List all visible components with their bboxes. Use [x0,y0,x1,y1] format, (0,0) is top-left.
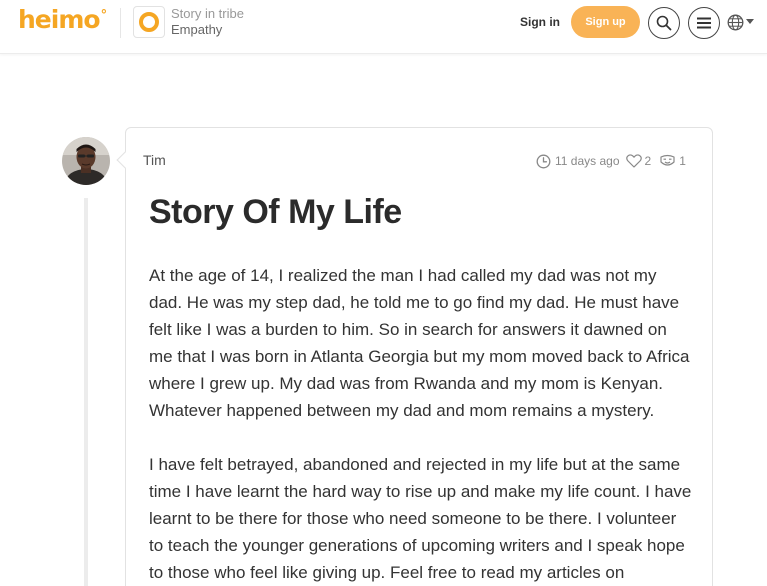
tribe-label: Story in tribe [171,6,244,21]
menu-button[interactable] [688,7,720,39]
logo-degree-mark: ° [100,8,107,23]
hamburger-menu-icon [697,17,711,29]
story-title: Story Of My Life [149,193,402,231]
story-paragraph: I have felt betrayed, abandoned and rejected in my life but at the same time I have learnt the hard way to rise up and make my life count. I have learnt to be there for those who need someone to be there. I volunteer to teach the younger generations of upcoming writers and I speak hope to those who feel like giving up. Feel free to read my articles on [149,455,692,582]
sign-up-button[interactable]: Sign up [571,6,640,38]
author-avatar[interactable] [62,137,110,185]
search-button[interactable] [648,7,680,39]
top-nav-bar [0,0,767,54]
avatar-image [62,137,110,185]
clock-icon [536,154,551,169]
globe-icon [727,14,744,31]
likes-count: 2 [644,154,652,168]
heimo-logo[interactable] [18,5,106,34]
author-name[interactable]: Tim [143,152,166,168]
sign-in-button[interactable]: Sign in [520,15,560,29]
reaction-face-icon[interactable] [659,154,676,168]
language-selector[interactable] [727,12,757,32]
story-body [149,262,694,586]
search-icon [656,15,672,31]
chevron-down-icon [746,19,754,25]
tribe-icon[interactable] [133,6,165,38]
tribe-ring-icon [139,12,159,32]
story-paragraph: At the age of 14, I realized the man I had called my dad was not my dad. He was my step dad, he told me to go find my dad. He must have felt like I was a burden to him. So in search for answers it dawned on me that I was born in Atlanta Georgia but my mom moved back to Africa where I grew up. My dad was from Rwanda and my mom is Kenyan. Whatever happened between my dad and mom remains a mystery. [149,266,690,420]
tribe-name-link[interactable]: Empathy [171,22,223,37]
logo-text: heimo [18,5,100,34]
heart-icon[interactable] [626,154,642,168]
header-divider [120,8,121,38]
post-meta [536,153,686,169]
reactions-count: 1 [679,154,686,168]
thread-line [84,198,88,586]
post-time: 11 days ago [555,154,620,168]
